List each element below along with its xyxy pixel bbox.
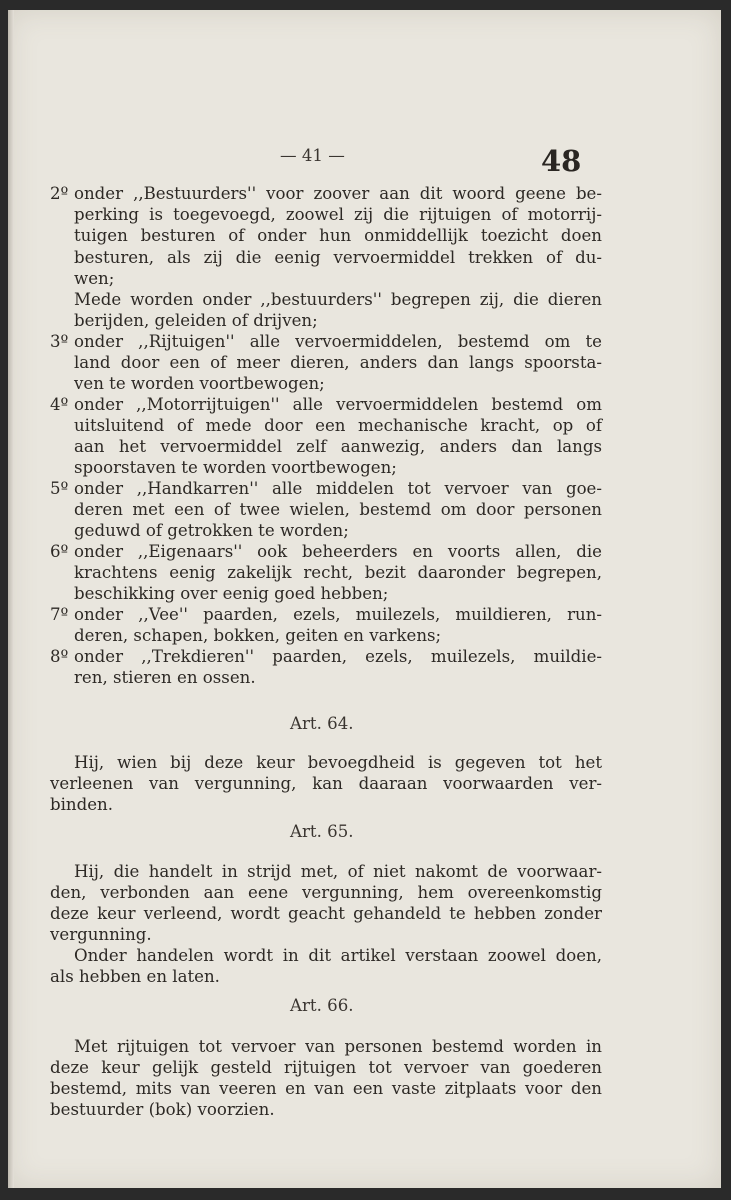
- definition-line: onder ,,Eigenaars'' ook beheerders en voorts allen, die: [74, 542, 602, 561]
- article-line: Hij, wien bij deze keur bevoegdheid is gegeven tot het: [74, 753, 602, 772]
- definition-line: onder ,,Vee'' paarden, ezels, muilezels, muildieren, run-: [74, 605, 602, 624]
- definition-line: uitsluitend of mede door een mechanische kracht, op of: [74, 416, 602, 435]
- stamp-number: 48: [541, 144, 582, 178]
- page-binding-edge: [8, 10, 14, 1188]
- article-line: deze keur gelijk gesteld rijtuigen tot vervoer van goederen: [50, 1058, 602, 1077]
- definition-line: land door een of meer dieren, anders dan langs spoorsta-: [74, 353, 602, 372]
- definition-line: krachtens eenig zakelijk recht, bezit daaronder begrepen,: [74, 563, 602, 582]
- definition-line: onder ,,Trekdieren'' paarden, ezels, muilezels, muildie-: [74, 647, 602, 666]
- definition-label: 5º: [50, 479, 69, 498]
- definition-line: onder ,,Bestuurders'' voor zoover aan dit woord geene be-: [74, 184, 602, 203]
- definition-line: perking is toegevoegd, zoowel zij die rijtuigen of motorrij-: [74, 205, 602, 224]
- definition-label: 6º: [50, 542, 69, 561]
- definition-line: spoorstaven te worden voortbewogen;: [74, 458, 397, 477]
- article-line: den, verbonden aan eene vergunning, hem overeenkomstig: [50, 883, 602, 902]
- article-line: Hij, die handelt in strijd met, of niet nakomt de voorwaar-: [74, 862, 602, 881]
- document-page: [8, 10, 721, 1188]
- definition-line: tuigen besturen of onder hun onmiddellijk toezicht doen: [74, 226, 602, 245]
- page-number: — 41 —: [280, 146, 345, 165]
- definition-label: 7º: [50, 605, 69, 624]
- definition-line: Mede worden onder ,,bestuurders'' begrepen zij, die dieren: [74, 290, 602, 309]
- article-line: binden.: [50, 795, 114, 814]
- definition-line: geduwd of getrokken te worden;: [74, 521, 349, 540]
- article-line: bestuurder (bok) voorzien.: [50, 1100, 275, 1119]
- article-line: verleenen van vergunning, kan daaraan voorwaarden ver-: [50, 774, 602, 793]
- definition-label: 4º: [50, 395, 69, 414]
- definition-line: aan het vervoermiddel zelf aanwezig, anders dan langs: [74, 437, 602, 456]
- definition-line: ven te worden voortbewogen;: [74, 374, 325, 393]
- definition-label: 3º: [50, 332, 69, 351]
- definition-line: onder ,,Motorrijtuigen'' alle vervoermiddelen bestemd om: [74, 395, 602, 414]
- definition-line: beschikking over eenig goed hebben;: [74, 584, 389, 603]
- definition-line: berijden, geleiden of drijven;: [74, 311, 318, 330]
- article-line: Onder handelen wordt in dit artikel verstaan zoowel doen,: [74, 946, 602, 965]
- definition-label: 2º: [50, 184, 69, 203]
- article-line: deze keur verleend, wordt geacht gehandeld te hebben zonder: [50, 904, 602, 923]
- definition-line: onder ,,Rijtuigen'' alle vervoermiddelen, bestemd om te: [74, 332, 602, 351]
- definition-line: onder ,,Handkarren'' alle middelen tot vervoer van goe-: [74, 479, 602, 498]
- article-line: Met rijtuigen tot vervoer van personen bestemd worden in: [74, 1037, 602, 1056]
- definition-line: ren, stieren en ossen.: [74, 668, 256, 687]
- article-line: vergunning.: [50, 925, 152, 944]
- definition-line: besturen, als zij die eenig vervoermiddel trekken of du-: [74, 248, 602, 267]
- definition-line: wen;: [74, 269, 115, 288]
- definition-line: deren met een of twee wielen, bestemd om door personen: [74, 500, 602, 519]
- article-heading: Art. 64.: [290, 714, 354, 733]
- definition-label: 8º: [50, 647, 69, 666]
- definition-line: deren, schapen, bokken, geiten en varkens;: [74, 626, 442, 645]
- article-line: bestemd, mits van veeren en van een vaste zitplaats voor den: [50, 1079, 602, 1098]
- article-line: als hebben en laten.: [50, 967, 220, 986]
- article-heading: Art. 66.: [290, 996, 354, 1015]
- article-heading: Art. 65.: [290, 822, 354, 841]
